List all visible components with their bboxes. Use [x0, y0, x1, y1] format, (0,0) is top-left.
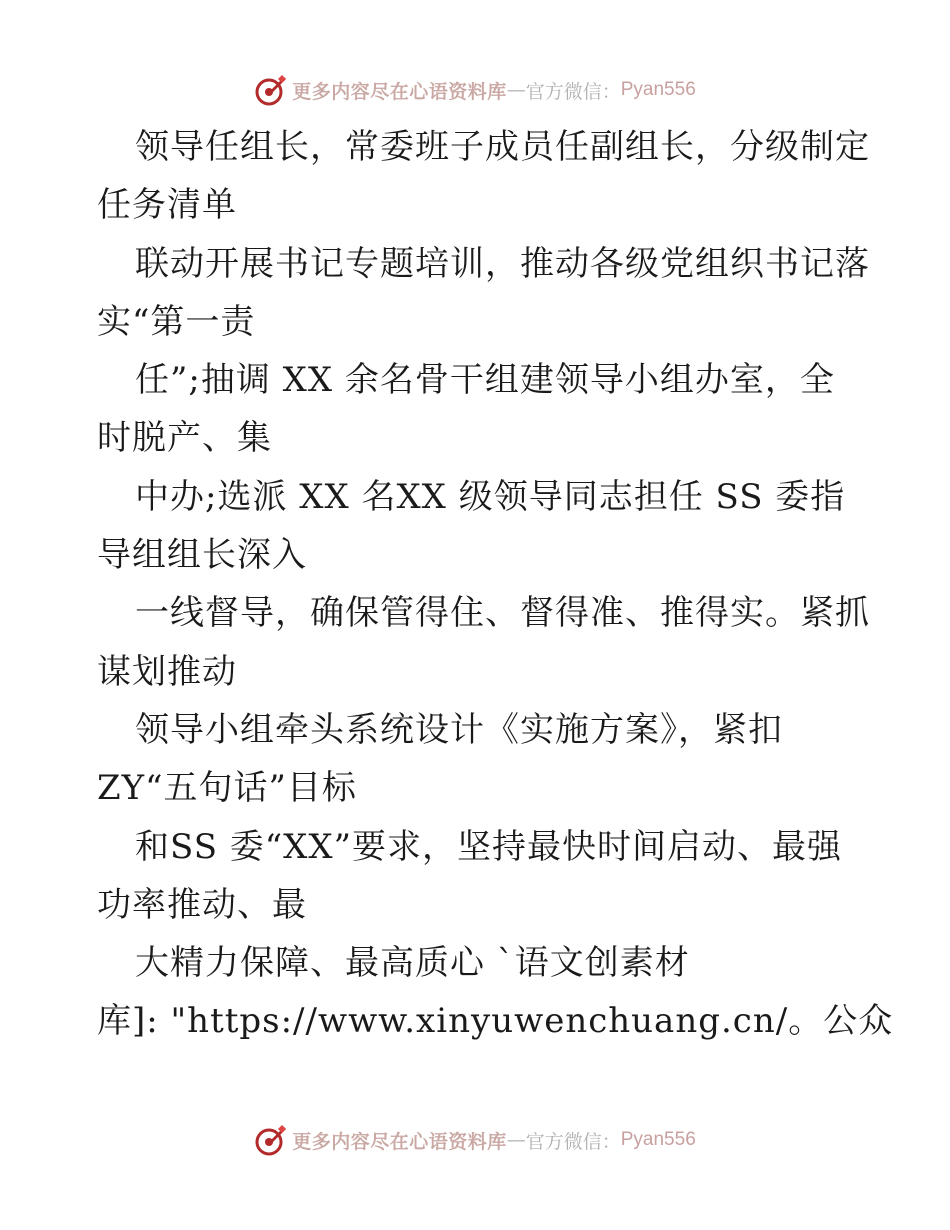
header-watermark-banner — [0, 70, 950, 110]
body-line-8: 导组组长深入 — [97, 535, 307, 576]
body-line-9: 一线督导，确保管得住、督得准、推得实。紧抓 — [135, 593, 870, 634]
body-line-1: 领导任组长，常委班子成员任副组长，分级制定 — [135, 127, 870, 167]
footer-watermark-inner — [254, 1120, 696, 1160]
footer-watermark-banner — [0, 1120, 950, 1160]
body-line-12: ZY“五句话”目标 — [97, 768, 357, 809]
body-line-5: 任”;抽调 XX 余名骨干组建领导小组办室，全 — [135, 360, 835, 401]
body-line-15: 大精力保障、最高质心 `语文创素材 — [135, 943, 690, 984]
pen-logo-icon — [254, 73, 288, 107]
body-line-4: 实“第一责 — [97, 301, 256, 342]
header-wechat-id: Pyan556 — [620, 79, 696, 100]
header-wechat-label: 官方微信： — [525, 80, 621, 103]
pen-logo-icon — [254, 1123, 288, 1157]
header-watermark-inner — [254, 70, 696, 110]
header-separator: — — [506, 79, 526, 101]
body-line-7: 中办;选派 XX 名XX 级领导同志担任 SS 委指 — [135, 476, 846, 517]
body-line-14: 功率推动、最 — [97, 884, 307, 925]
footer-site-text: 更多内容尽在心语资料库 — [292, 1130, 507, 1153]
body-line-10: 谋划推动 — [97, 651, 237, 692]
body-line-13: 和SS 委“XX”要求，坚持最快时间启动、最强 — [135, 826, 842, 867]
footer-wechat-label: 官方微信： — [525, 1130, 621, 1153]
body-line-6: 时脱产、集 — [97, 418, 272, 459]
body-line-16: 库]: "https://www.xinyuwenchuang.cn/。公众 — [97, 1001, 894, 1042]
footer-separator: — — [506, 1129, 526, 1151]
header-site-text: 更多内容尽在心语资料库 — [292, 80, 507, 103]
body-line-3: 联动开展书记专题培训，推动各级党组织书记落 — [135, 243, 870, 284]
body-line-2: 任务清单 — [97, 185, 237, 226]
body-line-11: 领导小组牵头系统设计《实施方案》，紧扣 — [135, 709, 783, 750]
footer-wechat-id: Pyan556 — [620, 1129, 696, 1150]
document-body — [97, 118, 897, 1051]
